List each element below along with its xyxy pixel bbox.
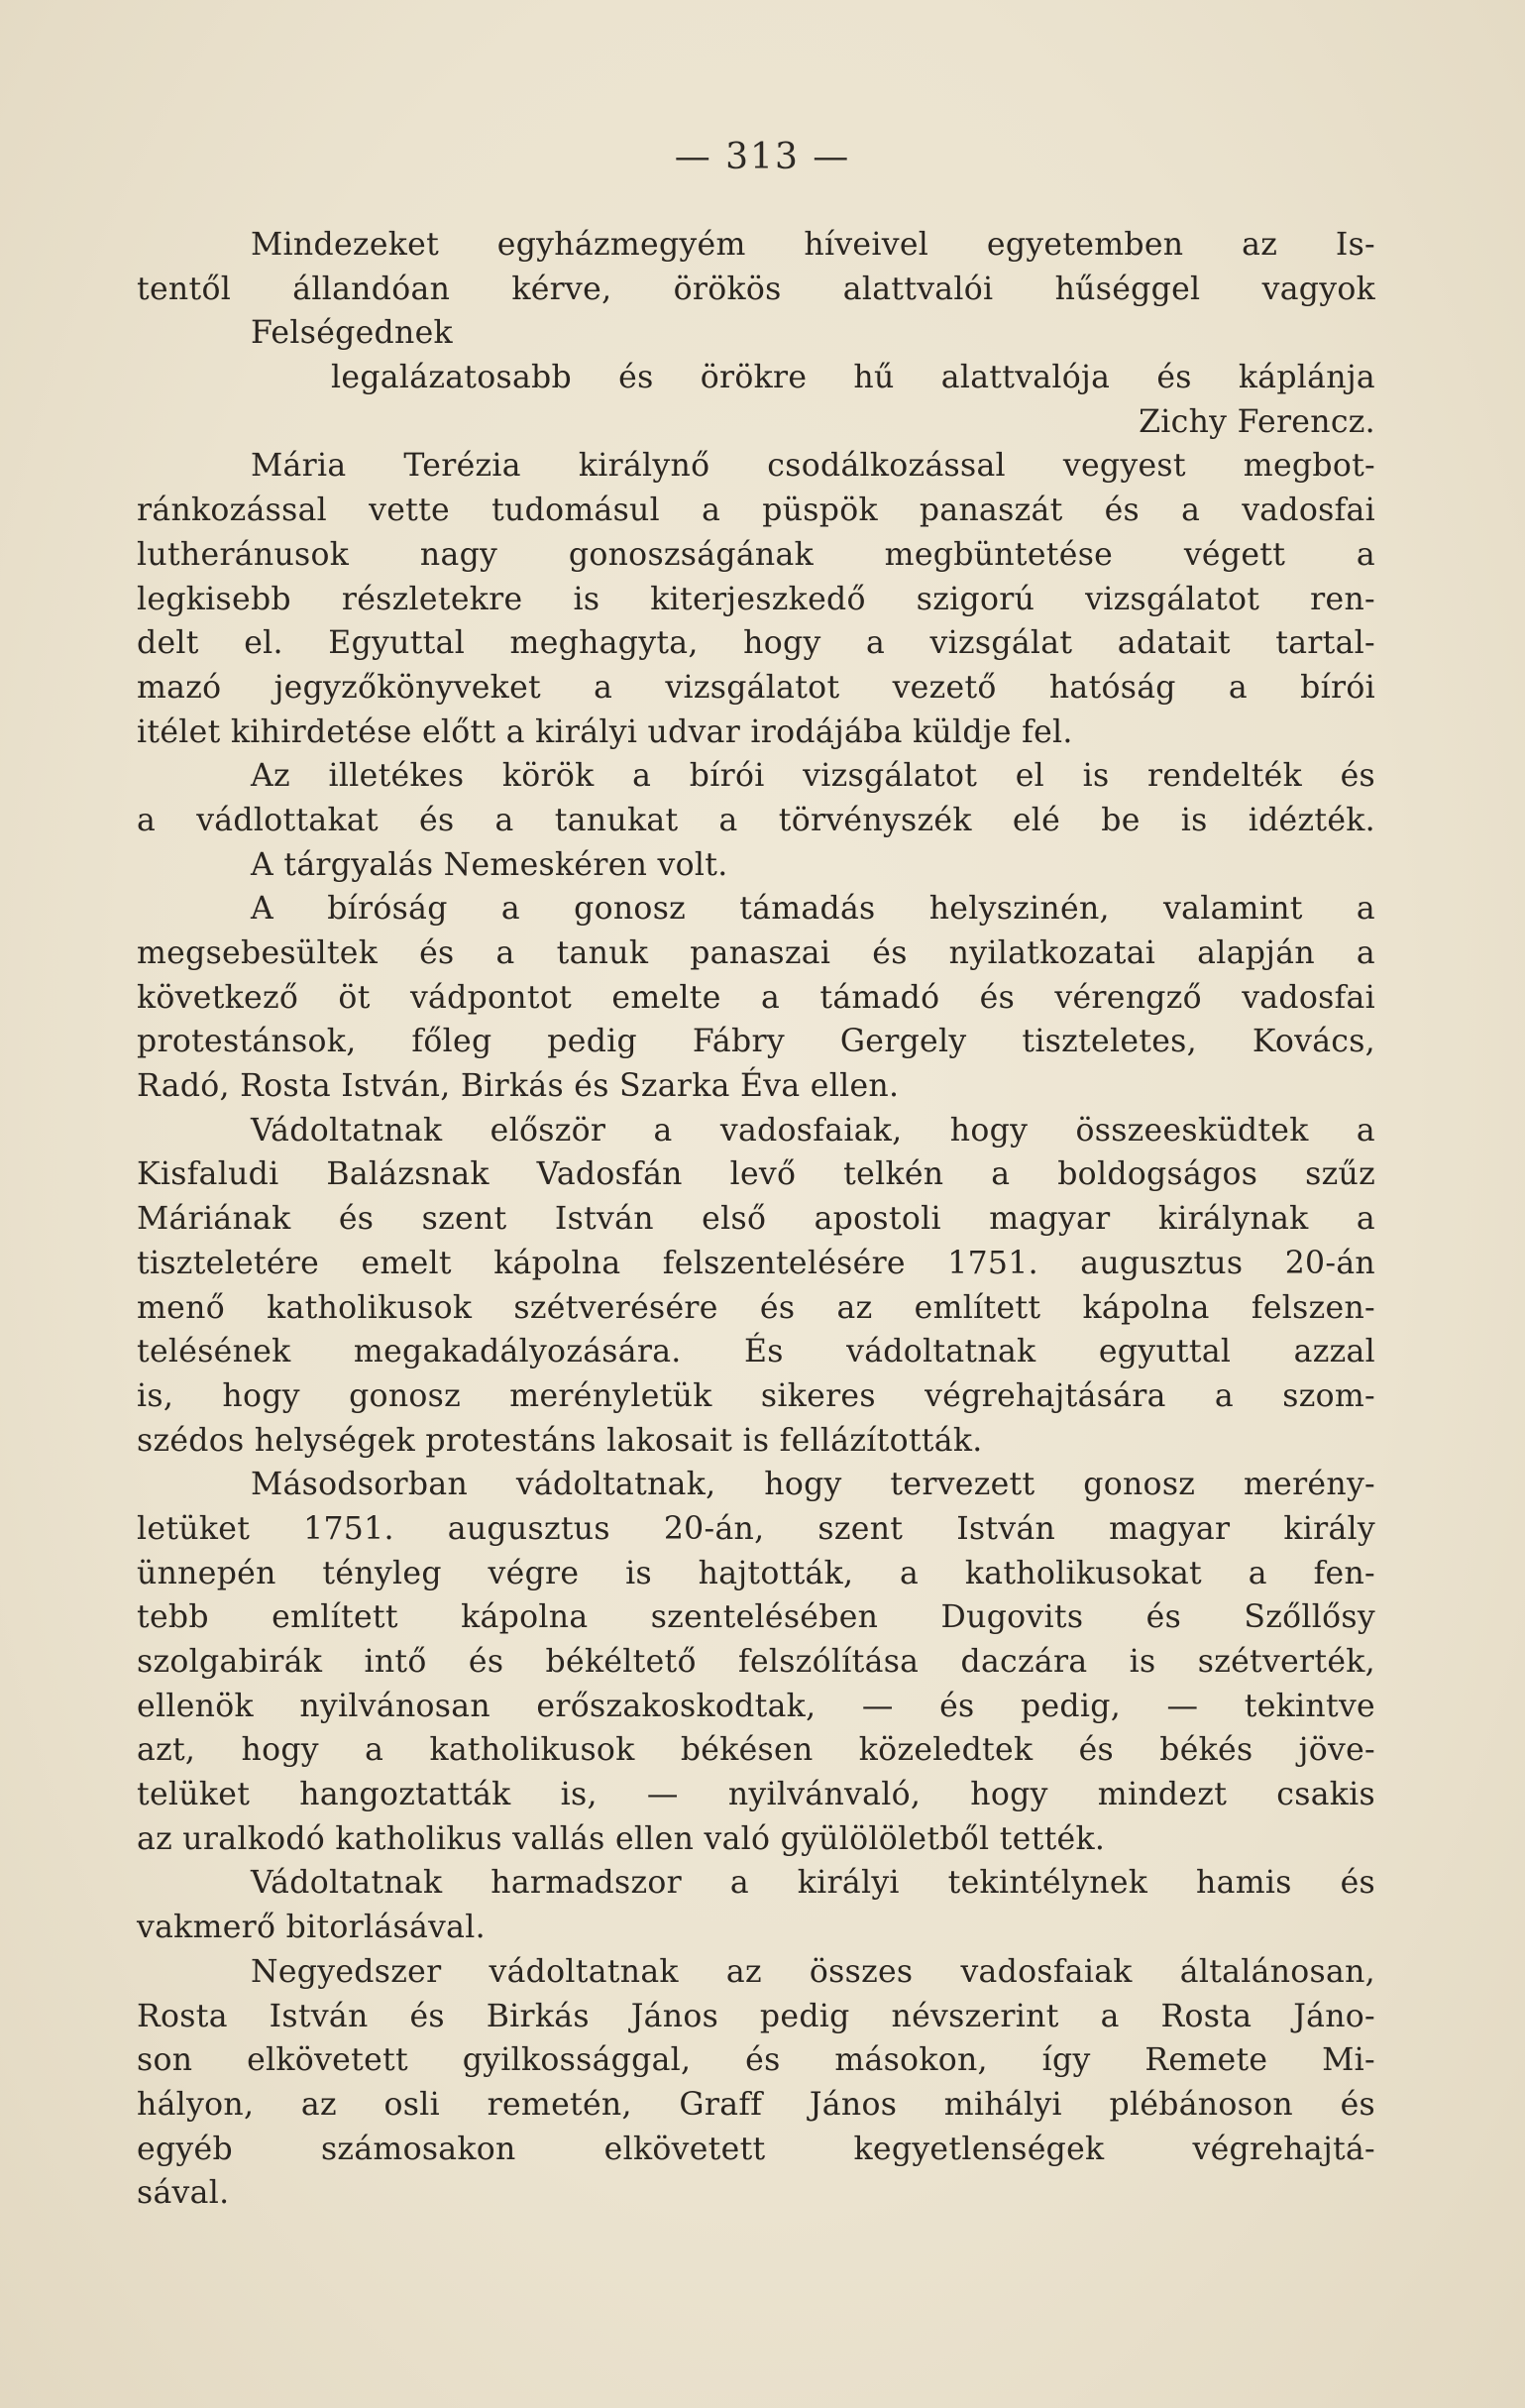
text-line: Rosta István és Birkás János pedig névszerint a Rosta Jáno- (137, 1998, 1375, 2034)
text-line: protestánsok, főleg pedig Fábry Gergely tiszteletes, Kovács, (137, 1024, 1375, 1060)
text-line: legkisebb részletekre is kiterjeszkedő szigorú vizsgálatot ren- (137, 581, 1375, 617)
text-line: hályon, az osli remetén, Graff János mihályi plébánoson és (137, 2086, 1375, 2123)
text-line: menő katholikusok szétverésére és az említett kápolna felszen- (137, 1289, 1375, 1326)
text-line: Felségednek (251, 315, 453, 352)
text-line: a vádlottakat és a tanukat a törvényszék elé be is idézték. (137, 802, 1375, 838)
text-line: egyéb számosakon elkövetett kegyetlenségek végrehajtá- (137, 2131, 1375, 2167)
text-line: delt el. Egyuttal meghagyta, hogy a vizsgálat adatait tartal- (137, 625, 1375, 662)
text-line: legalázatosabb és örökre hű alattvalója és káplánja (331, 360, 1375, 396)
text-line: Zichy Ferencz. (1139, 403, 1375, 440)
text-line: azt, hogy a katholikusok békésen közeledtek és békés jöve- (137, 1732, 1375, 1769)
text-line: szédos helységek protestáns lakosait is fellázították. (137, 1422, 983, 1459)
text-line: Mindezeket egyházmegyém híveivel egyetemben az Is- (251, 227, 1375, 263)
text-line: Máriának és szent István első apostoli magyar királynak a (137, 1201, 1375, 1238)
text-line: Vádoltatnak először a vadosfaiak, hogy összeesküdtek a (251, 1112, 1375, 1149)
text-line: ránkozással vette tudomásul a püspök panaszát és a vadosfai (137, 493, 1375, 529)
text-line: Kisfaludi Balázsnak Vadosfán levő telkén a boldogságos szűz (137, 1156, 1375, 1193)
text-line: telésének megakadályozására. És vádoltatnak egyuttal azzal (137, 1334, 1375, 1370)
text-line: tebb említett kápolna szentelésében Dugovits és Szőllősy (137, 1599, 1375, 1636)
text-line: az uralkodó katholikus vallás ellen való gyülölöletből tették. (137, 1820, 1106, 1857)
text-line: következő öt vádpontot emelte a támadó és vérengző vadosfai (137, 979, 1375, 1016)
text-line: letüket 1751. augusztus 20-án, szent István magyar király (137, 1510, 1375, 1547)
text-line: is, hogy gonosz merényletük sikeres végrehajtására a szom- (137, 1377, 1375, 1414)
text-line: ellenök nyilvánosan erőszakoskodtak, — és pedig, — tekintve (137, 1688, 1375, 1724)
text-line: szolgabirák intő és békéltető felszólítása daczára is szétverték, (137, 1644, 1375, 1680)
text-line: tentől állandóan kérve, örökös alattvalói hűséggel vagyok (137, 271, 1375, 307)
page-number: — 313 — (674, 137, 851, 177)
text-line: vakmerő bitorlásával. (137, 1910, 486, 1946)
text-line: ünnepén tényleg végre is hajtották, a katholikusokat a fen- (137, 1555, 1375, 1591)
text-line: telüket hangoztatták is, — nyilvánvaló, hogy mindezt csakis (137, 1777, 1375, 1813)
text-line: son elkövetett gyilkossággal, és másokon, így Remete Mi- (137, 2042, 1375, 2079)
text-line: Radó, Rosta István, Birkás és Szarka Éva ellen. (137, 1068, 900, 1105)
text-line: itélet kihirdetése előtt a királyi udvar irodájába küldje fel. (137, 713, 1073, 750)
text-line: Másodsorban vádoltatnak, hogy tervezett gonosz merény- (251, 1467, 1375, 1503)
text-line: A bíróság a gonosz támadás helyszinén, valamint a (251, 891, 1375, 928)
text-line: sával. (137, 2175, 230, 2212)
body-text (137, 223, 1375, 2216)
text-line: megsebesültek és a tanuk panaszai és nyilatkozatai alapján a (137, 935, 1375, 971)
text-line: Vádoltatnak harmadszor a királyi tekintélynek hamis és (251, 1865, 1375, 1902)
text-line: tiszteletére emelt kápolna felszentelésére 1751. augusztus 20-án (137, 1245, 1375, 1281)
text-line: mazó jegyzőkönyveket a vizsgálatot vezető hatóság a bírói (137, 669, 1375, 706)
text-line: Mária Terézia királynő csodálkozással vegyest megbot- (251, 448, 1375, 485)
text-line: lutheránusok nagy gonoszságának megbüntetése végett a (137, 536, 1375, 573)
text-line: A tárgyalás Nemeskéren volt. (251, 846, 728, 883)
text-line: Az illetékes körök a bírói vizsgálatot el is rendelték és (251, 758, 1375, 795)
text-line: Negyedszer vádoltatnak az összes vadosfaiak általánosan, (251, 1953, 1375, 1990)
